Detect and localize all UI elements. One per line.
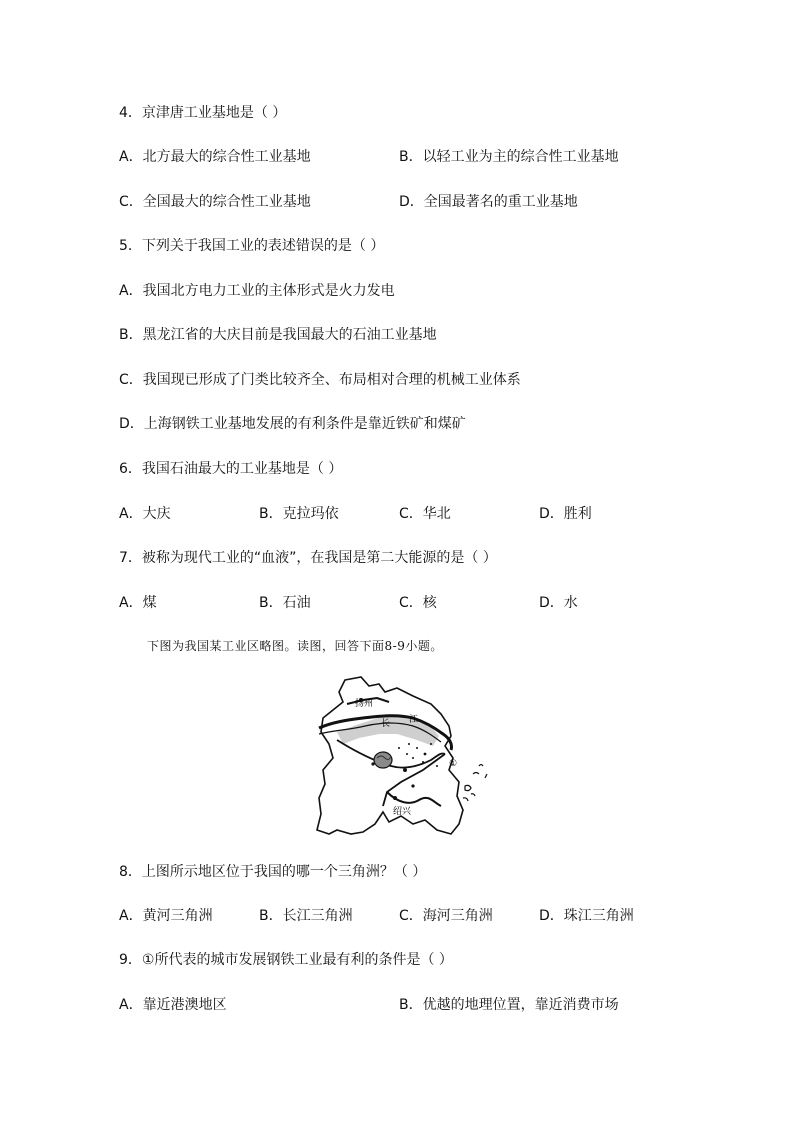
industrial-region-map [313, 674, 493, 840]
label-shaoxing: 绍兴 [393, 807, 412, 817]
question-8-option-c[interactable]: C．海河三角洲 [399, 908, 493, 924]
question-8-option-d[interactable]: D．珠江三角洲 [539, 908, 634, 924]
islands [463, 765, 487, 802]
question-5-option-b[interactable]: B．黑龙江省的大庆目前是我国最大的石油工业基地 [119, 327, 437, 343]
question-7-option-a[interactable]: A．煤 [119, 595, 157, 611]
question-8-option-b[interactable]: B．长江三角洲 [259, 908, 353, 924]
label-city-1: ① [449, 759, 458, 769]
question-7-option-c[interactable]: C．核 [399, 595, 437, 611]
question-6-option-b[interactable]: B．克拉玛依 [259, 506, 339, 522]
question-5-option-d[interactable]: D．上海钢铁工业基地发展的有利条件是靠近铁矿和煤矿 [119, 416, 466, 432]
question-8-option-a[interactable]: A．黄河三角洲 [119, 908, 213, 924]
city-marker [393, 796, 397, 800]
question-5-stem: 5．下列关于我国工业的表述错误的是（ ） [119, 238, 385, 254]
taihu-lake [374, 752, 392, 768]
question-6-stem: 6．我国石油最大的工业基地是（ ） [119, 461, 343, 477]
question-7-stem: 7．被称为现代工业的“血液”，在我国是第二大能源的是（ ） [119, 550, 497, 566]
question-7-option-b[interactable]: B．石油 [259, 595, 311, 611]
question-5-option-c[interactable]: C．我国现已形成了门类比较齐全、布局相对合理的机械工业体系 [119, 372, 521, 388]
city-marker [403, 768, 407, 772]
question-4-option-d[interactable]: D．全国最著名的重工业基地 [399, 194, 578, 210]
question-9-stem: 9．①所代表的城市发展钢铁工业最有利的条件是（ ） [119, 952, 453, 968]
question-5-option-a[interactable]: A．我国北方电力工业的主体形式是火力发电 [119, 283, 395, 299]
label-chang: 长 [381, 719, 391, 729]
question-6-option-a[interactable]: A．大庆 [119, 506, 171, 522]
figure-intro: 下图为我国某工业区略图。读图，回答下面8-9小题。 [147, 639, 443, 653]
question-6-option-c[interactable]: C．华北 [399, 506, 451, 522]
question-6-option-d[interactable]: D．胜利 [539, 506, 592, 522]
question-4-option-c[interactable]: C．全国最大的综合性工业基地 [119, 194, 311, 210]
question-9-option-a[interactable]: A．靠近港澳地区 [119, 997, 227, 1013]
question-7-option-d[interactable]: D．水 [539, 595, 578, 611]
question-4-stem: 4．京津唐工业基地是（ ） [119, 105, 287, 121]
city-marker [424, 753, 427, 756]
city-marker [371, 762, 374, 765]
question-8-stem: 8．上图所示地区位于我国的哪一个三角洲？（ ） [119, 864, 427, 880]
label-jiang: 江 [409, 715, 419, 725]
question-9-option-b[interactable]: B．优越的地理位置，靠近消费市场 [399, 997, 619, 1013]
question-4-option-a[interactable]: A．北方最大的综合性工业基地 [119, 149, 311, 165]
city-marker [411, 784, 414, 787]
label-yangzhou: 扬州 [355, 699, 374, 709]
question-4-option-b[interactable]: B．以轻工业为主的综合性工业基地 [399, 149, 619, 165]
